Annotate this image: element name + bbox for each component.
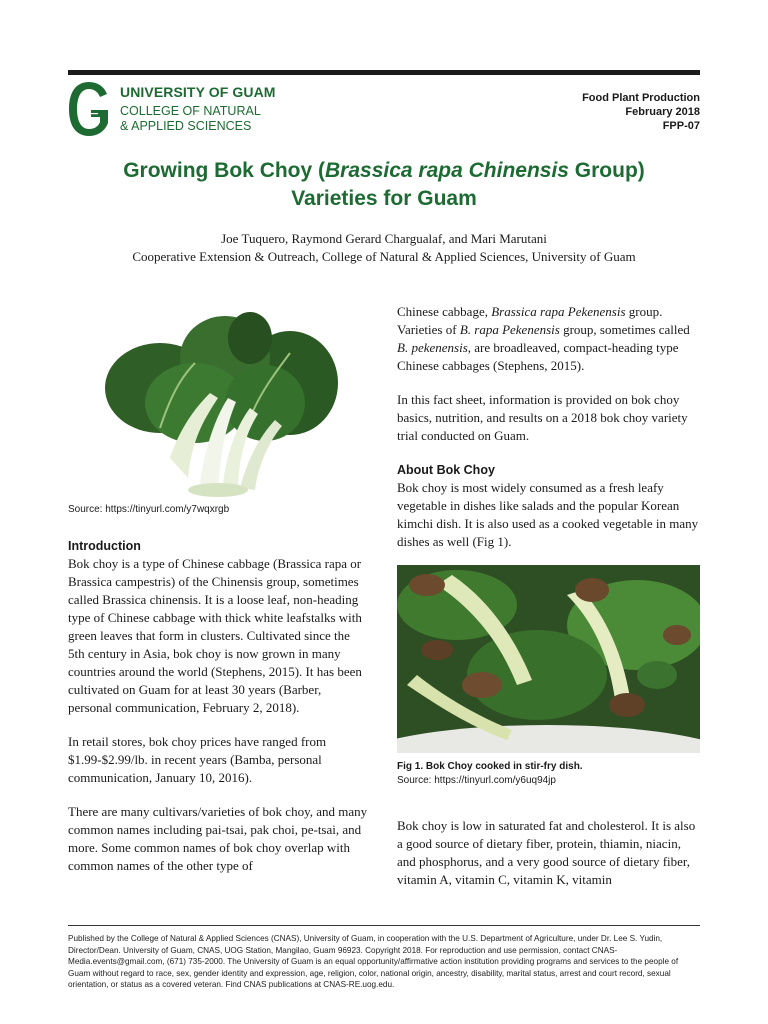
about-paragraph: Bok choy is most widely consumed as a fresh leafy vegetable in dishes like salads and the popular Korean kimchi dish. It is also used as a cooked vegetable in many dishes as well (Fig 1). (397, 480, 699, 549)
intro-paragraph-3: There are many cultivars/varieties of bok choy, and many common names including pai-tsai, pak choi, pe-tsai, and more. Some common names of bok choy overlap with common names of the other type of (68, 804, 368, 873)
fact-sheet-paragraph: In this fact sheet, information is provided on bok choy basics, nutrition, and results on a 2018 bok choy variety trial conducted on Guam. (397, 392, 688, 443)
author-affiliation: Cooperative Extension & Outreach, College of Natural & Applied Sciences, University of Guam (132, 249, 636, 264)
figure-caption-title: Fig 1. Bok Choy cooked in stir-fry dish. (397, 761, 583, 772)
intro-paragraph-2: In retail stores, bok choy prices have ranged from $1.99-$2.99/lb. in recent years (Bamba, personal communication, January 10, 2016). (68, 734, 327, 785)
college-line-2: & APPLIED SCIENCES (120, 119, 252, 133)
publication-series: Food Plant Production (582, 92, 700, 104)
title-italic: Brassica rapa Chinensis (325, 159, 569, 182)
bottom-rule (68, 925, 700, 926)
right-column-top (397, 303, 702, 551)
publication-date: February 2018 (625, 106, 700, 118)
publication-code: FPP-07 (662, 120, 700, 132)
stir-fry-photo (397, 565, 700, 753)
footer-notice: Published by the College of Natural & Applied Sciences (CNAS), University of Guam, in cooperation with the U.S. Department of Agriculture, under Dr. Lee S. Yudin, Director/Dean. University of Guam, CNAS, UOG Station, Mangilao, Guam 96923. Copyright 2018. For reproduction and use permission, contact CNAS-Media.events@gmail.com, (671) 735-2000. The University of Guam is an equal opportunity/affirmative action institution providing programs and services to the people of Guam without regard to race, sex, gender identity and expression, age, religion, color, national origin, ancestry, disability, marital status, arrest and court record, sexual orientation, or status as a covered veteran. Find CNAS publications at CNAS-RE.uog.edu. (68, 934, 679, 989)
cabbage-paragraph: Chinese cabbage, Brassica rapa Pekenensis group. Varieties of B. rapa Pekenensis group, sometimes called B. pekenensis, are broadleaved, compact-heading type Chinese cabbages (Stephens, 2015). (397, 304, 690, 373)
university-logo-icon (66, 80, 112, 138)
authors-block (0, 230, 768, 266)
about-heading: About Bok Choy (397, 463, 495, 477)
top-rule (68, 70, 700, 75)
nutrition-section (397, 817, 702, 889)
intro-paragraph-1: Bok choy is a type of Chinese cabbage (Brassica rapa or Brassica campestris) of the Chinensis group, sometimes called Brassica chinensis. It is a loose leaf, non-heading type of Chinese cabbage with thick white leafstalks with green leaves that form in clusters. Cultivated since the 5th century in Asia, bok choy is now grown in many countries around the world (Stephens, 2015). It has been cultivated on Guam for at least 30 years (Barber, personal communication, February 2, 2018). (68, 556, 362, 715)
introduction-section (68, 537, 368, 875)
bok-choy-image (100, 308, 340, 498)
bok-choy-image-source: Source: https://tinyurl.com/y7wqxrgb (68, 504, 230, 515)
figure-caption-source: Source: https://tinyurl.com/y6uq94jp (397, 775, 556, 786)
author-names: Joe Tuquero, Raymond Gerard Chargualaf, and Mari Marutani (221, 231, 547, 246)
college-line-1: COLLEGE OF NATURAL (120, 104, 261, 118)
figure-caption (397, 760, 583, 788)
title-part-2: Group) (568, 159, 645, 182)
document-title (0, 157, 768, 213)
university-name: UNIVERSITY OF GUAM (120, 84, 276, 100)
publication-info (582, 91, 700, 133)
college-name (120, 104, 261, 134)
title-line-2: Varieties for Guam (291, 187, 477, 210)
nutrition-paragraph: Bok choy is low in saturated fat and cholesterol. It is also a good source of dietary fiber, protein, thiamin, niacin, and phosphorus, and a very good source of dietary fiber, vitamin A, vitamin C, vitamin K, vitamin (397, 818, 696, 887)
introduction-heading: Introduction (68, 539, 141, 553)
title-part-1: Growing Bok Choy ( (123, 159, 326, 182)
